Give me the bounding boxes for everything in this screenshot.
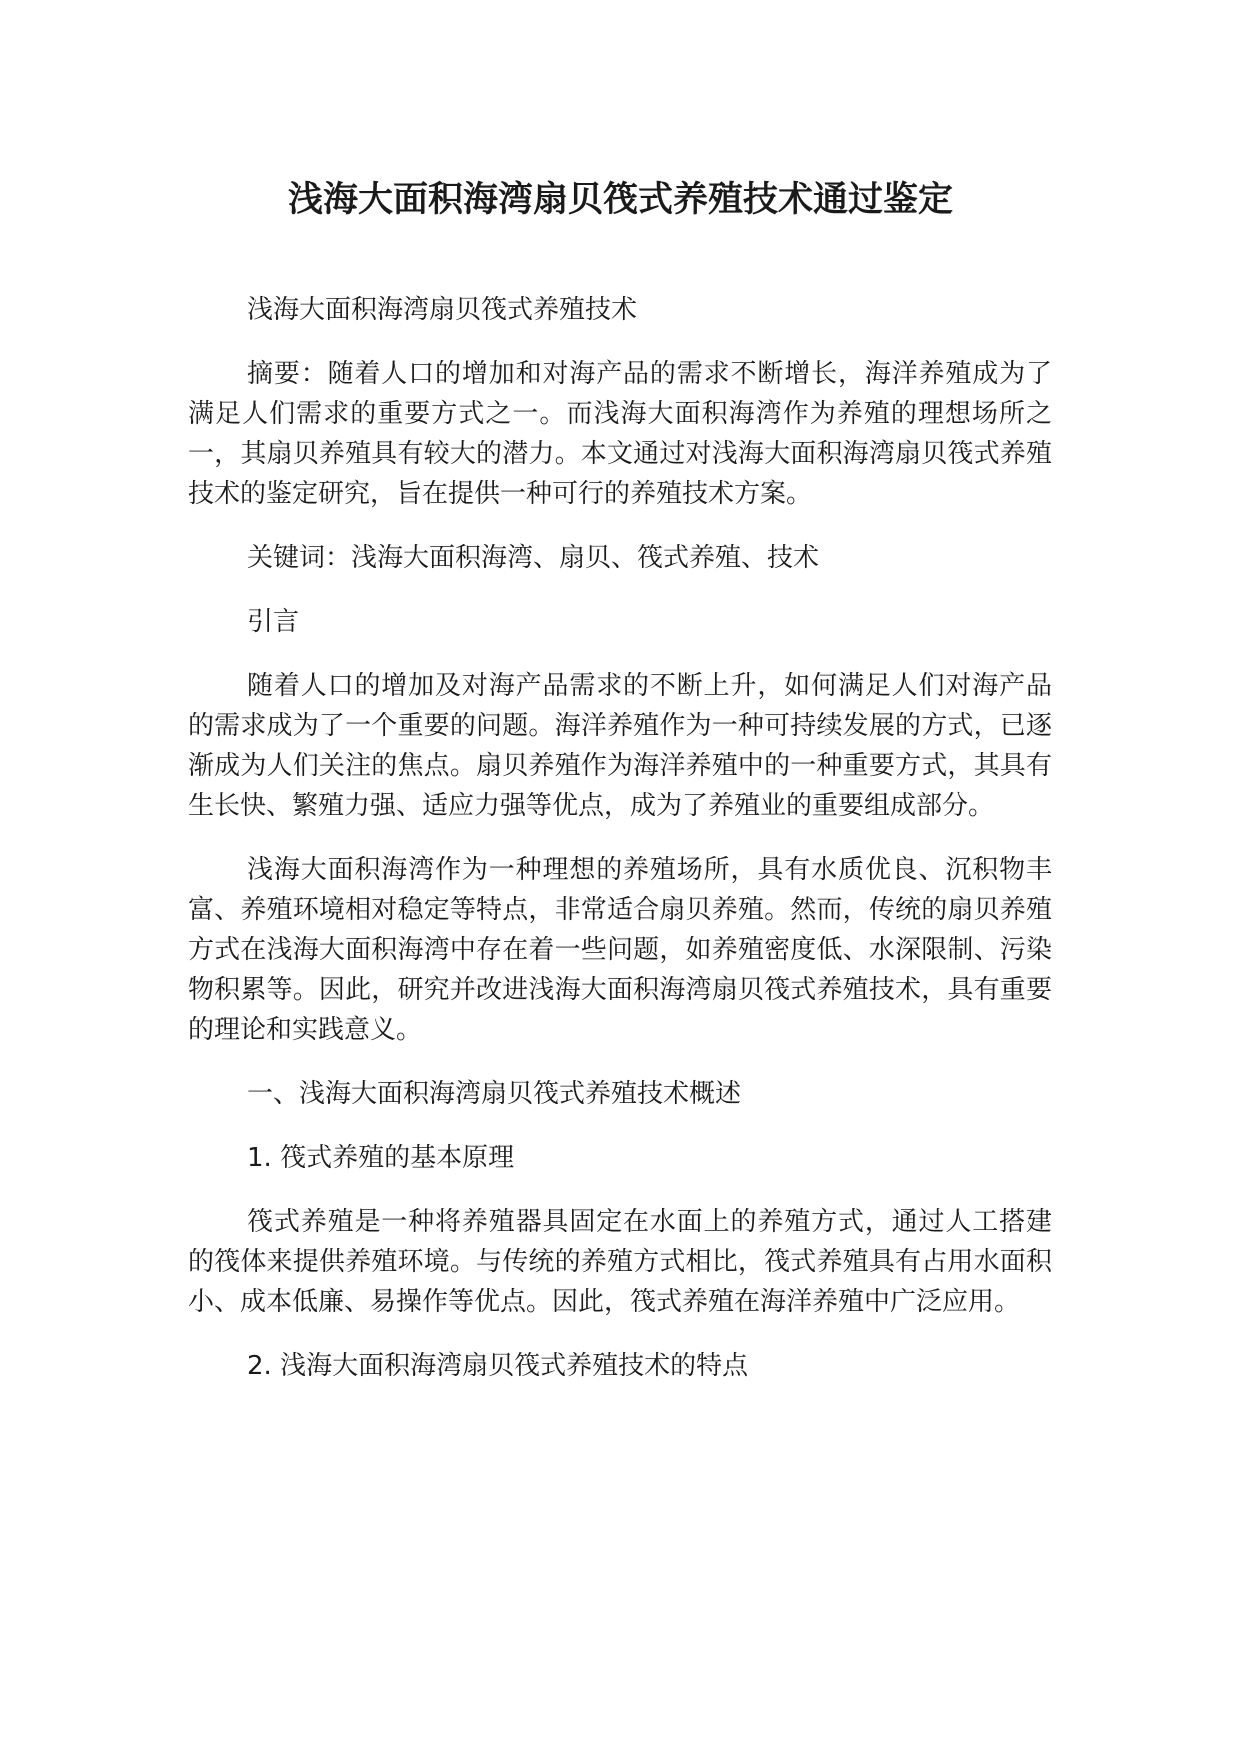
subsection-heading: 1. 筏式养殖的基本原理 (247, 1143, 515, 1173)
subsection-heading: 2. 浅海大面积海湾扇贝筏式养殖技术的特点 (247, 1351, 749, 1381)
section-heading: 一、浅海大面积海湾扇贝筏式养殖技术概述 (247, 1079, 742, 1109)
section-heading-introduction: 引言 (247, 607, 300, 637)
document-body (188, 290, 1052, 1410)
keywords-paragraph: 关键词：浅海大面积海湾、扇贝、筏式养殖、技术 (247, 543, 820, 573)
body-paragraph: 浅海大面积海湾作为一种理想的养殖场所，具有水质优良、沉积物丰富、养殖环境相对稳定等特点，非常适合扇贝养殖。然而，传统的扇贝养殖方式在浅海大面积海湾中存在着一些问题，如养殖密度低、水深限制、污染物积累等。因此，研究并改进浅海大面积海湾扇贝筏式养殖技术，具有重要的理论和实践意义。 (188, 855, 1052, 1045)
abstract-paragraph: 摘要：随着人口的增加和对海产品的需求不断增长，海洋养殖成为了满足人们需求的重要方式之一。而浅海大面积海湾作为养殖的理想场所之一，其扇贝养殖具有较大的潜力。本文通过对浅海大面积海湾扇贝筏式养殖技术的鉴定研究，旨在提供一种可行的养殖技术方案。 (188, 359, 1052, 509)
document-title: 浅海大面积海湾扇贝筏式养殖技术通过鉴定 (287, 180, 953, 220)
body-paragraph: 筏式养殖是一种将养殖器具固定在水面上的养殖方式，通过人工搭建的筏体来提供养殖环境。与传统的养殖方式相比，筏式养殖具有占用水面积小、成本低廉、易操作等优点。因此，筏式养殖在海洋养殖中广泛应用。 (188, 1207, 1052, 1317)
body-paragraph: 随着人口的增加及对海产品需求的不断上升，如何满足人们对海产品的需求成为了一个重要的问题。海洋养殖作为一种可持续发展的方式，已逐渐成为人们关注的焦点。扇贝养殖作为海洋养殖中的一种重要方式，其具有生长快、繁殖力强、适应力强等优点，成为了养殖业的重要组成部分。 (188, 671, 1052, 821)
subtitle-paragraph: 浅海大面积海湾扇贝筏式养殖技术 (247, 295, 638, 325)
